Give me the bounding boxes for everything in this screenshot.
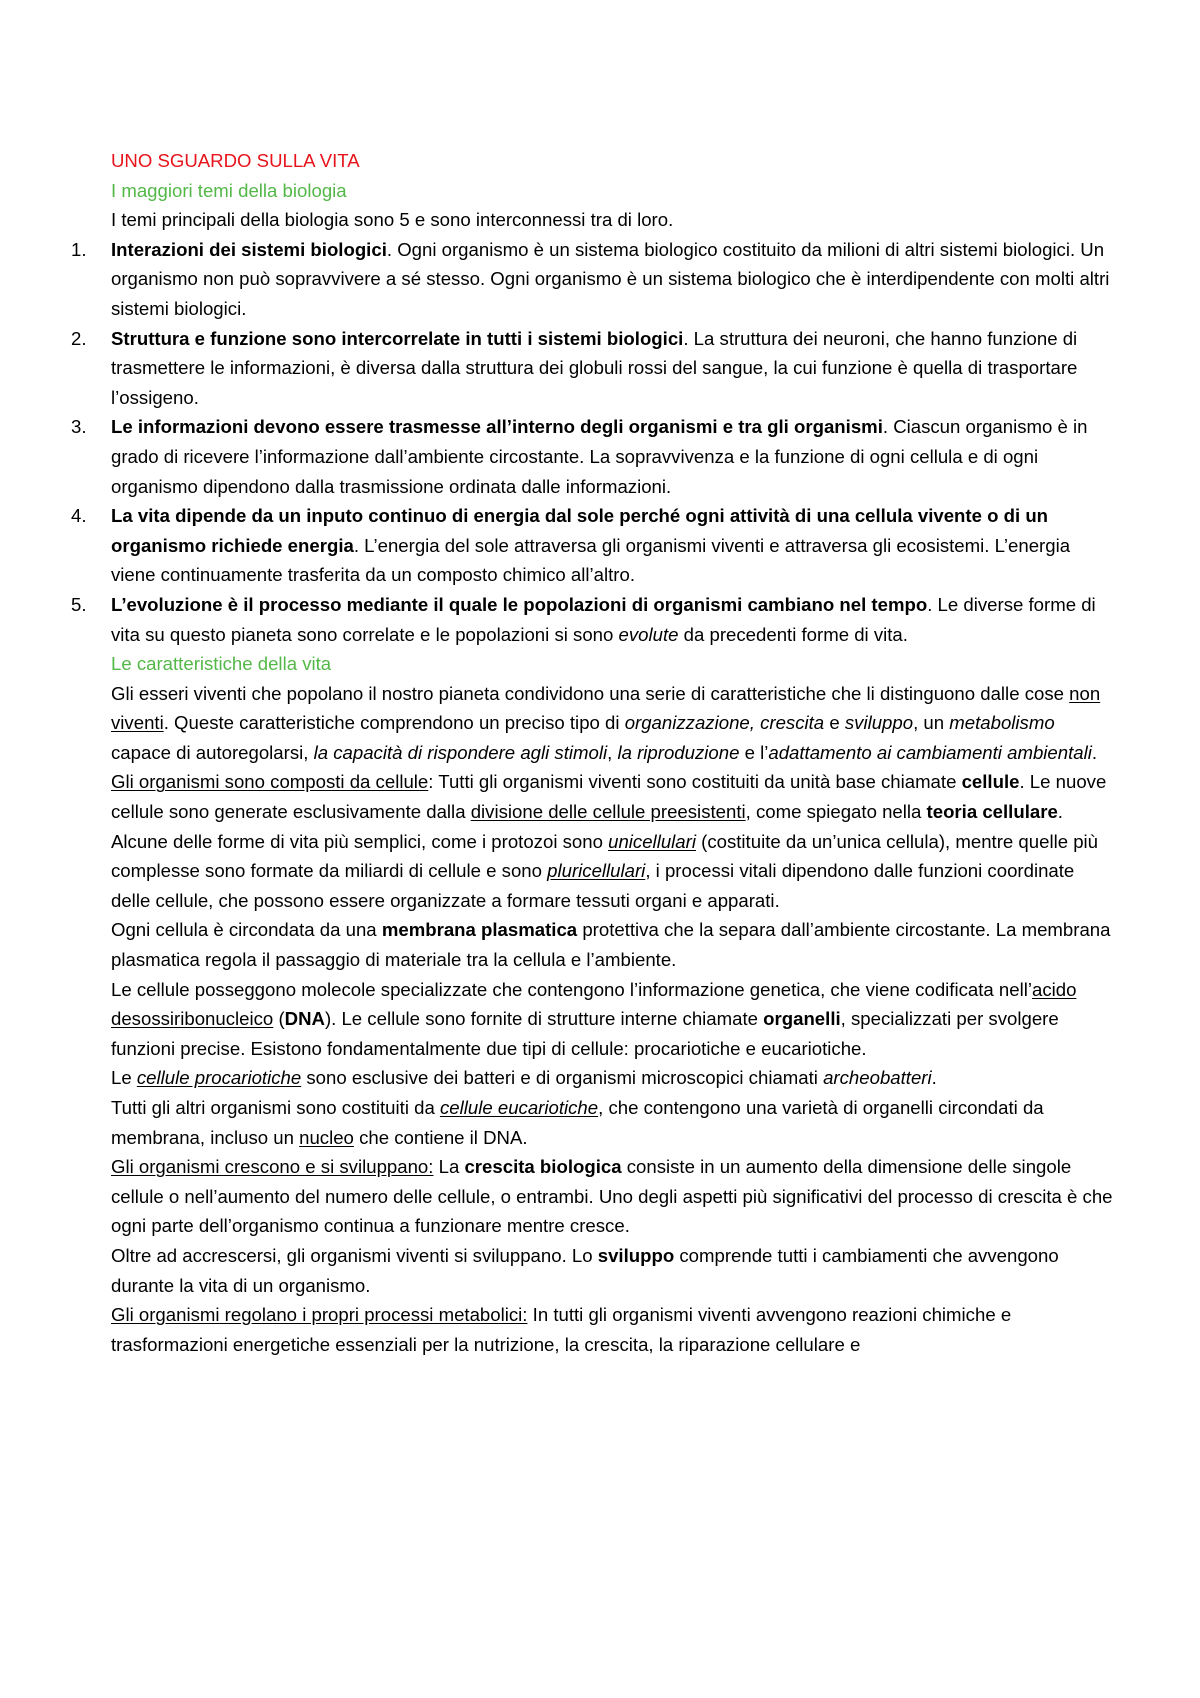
text-run: . xyxy=(1091,741,1098,763)
list-number: 4. xyxy=(71,505,87,527)
italic-term: metabolismo xyxy=(949,712,1055,734)
text-run: , che contengono una varietà di organelli circondati da membrana, incluso un xyxy=(111,1097,1044,1148)
italic-term: la capacità di rispondere agli stimoli xyxy=(313,741,608,763)
paragraph-dna xyxy=(111,975,1116,1064)
section-heading-themes: I maggiori temi della biologia xyxy=(111,179,347,201)
italic-term: organizzazione, crescita xyxy=(624,712,825,734)
theme-item xyxy=(71,235,1116,324)
underlined-italic-term: cellule eucariotiche xyxy=(439,1097,599,1118)
theme-item xyxy=(71,590,1116,649)
text-run: Le xyxy=(111,1067,137,1089)
paragraph-membrane xyxy=(111,915,1116,974)
theme-title: La vita dipende da un inputo continuo di energia dal sole perché ogni attività di una cellula vivente o di un organismo richiede energia xyxy=(111,505,1049,556)
themes-list xyxy=(71,235,1116,649)
italic-term: sviluppo xyxy=(844,712,914,734)
theme-text: . L’energia del sole attraversa gli organismi viventi e attraversa gli ecosistemi. L’energia viene continuamente trasferita da un composto chimico all’altro. xyxy=(111,534,1071,586)
bold-term: membrana plasmatica xyxy=(381,919,578,941)
text-run: . xyxy=(931,1067,937,1089)
paragraph-unicellular xyxy=(111,827,1116,916)
text-run: sono esclusive dei batteri e di organismi microscopici chiamati xyxy=(301,1067,824,1089)
theme-text: . Ciascun organismo è in grado di ricevere l’informazione dall’ambiente circostante. La sopravvivenza e la funzione di ogni cellula e di ogni organismo dipendono dalla trasmissione ordinata dalle informazioni. xyxy=(111,416,1088,497)
underlined-term: Gli organismi sono composti da cellule xyxy=(111,771,429,793)
text-run: Le cellule posseggono molecole specializzate che contengono l’informazione genetica, che viene codificata nell’ xyxy=(111,978,1032,1000)
theme-item xyxy=(71,501,1116,590)
theme-text: . Ogni organismo è un sistema biologico costituito da milioni di altri sistemi biologici. Un organismo non può sopravvivere a sé stesso. Ogni organismo è un sistema biologico che è interdipendente con molti altri sistemi biologici. xyxy=(111,238,1110,319)
text-run: Alcune delle forme di vita più semplici, come i protozoi sono xyxy=(111,830,609,852)
text-run: protettiva che la separa dall’ambiente circostante. La membrana plasmatica regola il passaggio di materiale tra la cellula e l’ambiente. xyxy=(111,919,1111,971)
underlined-term: non viventi xyxy=(111,682,1101,734)
text-run: consiste in un aumento della dimensione delle singole cellule o nell’aumento del numero delle cellule, o entrambi. Uno degli aspetti più significativi del processo di crescita è che ogni parte dell’organismo continua a funzionare mentre cresce. xyxy=(111,1156,1113,1237)
theme-item xyxy=(71,324,1116,413)
text-run: , i processi vitali dipendono dalle funzioni coordinate delle cellule, che possono essere organizzate a formare tessuti organi e apparati. xyxy=(111,860,1075,911)
bold-term: organelli xyxy=(763,1008,841,1030)
section-heading-characteristics: Le caratteristiche della vita xyxy=(111,653,332,675)
underlined-term: acido desossiribonucleico xyxy=(111,978,1077,1030)
italic-term: archeobatteri xyxy=(823,1067,932,1089)
italic-term: la riproduzione xyxy=(617,741,740,763)
text-run: ). Le cellule sono fornite di strutture interne chiamate xyxy=(324,1008,764,1030)
text-run: Oltre ad accrescersi, gli organismi viventi si sviluppano. Lo xyxy=(111,1244,598,1266)
text-run: La xyxy=(433,1156,465,1178)
text-run: . xyxy=(1057,801,1063,823)
paragraph-eukaryotic xyxy=(111,1093,1116,1152)
underlined-term: divisione delle cellule preesistenti xyxy=(470,801,746,823)
paragraph-prokaryotic xyxy=(111,1063,1116,1093)
text-run: , specializzati per svolgere funzioni precise. Esistono fondamentalmente due tipi di cellule: procariotiche e eucariotiche. xyxy=(111,1008,1059,1059)
text-run: Tutti gli altri organismi sono costituiti da xyxy=(111,1097,440,1118)
text-run: , un xyxy=(913,712,950,734)
underlined-italic-term: pluricellulari xyxy=(547,860,646,882)
paragraph-development xyxy=(111,1241,1116,1300)
paragraph-characteristics xyxy=(111,679,1116,768)
text-run: che contiene il DNA. xyxy=(353,1126,528,1148)
bold-term: crescita biologica xyxy=(464,1156,622,1178)
bold-term: teoria cellulare xyxy=(926,801,1058,823)
list-number: 3. xyxy=(71,416,87,438)
underlined-term: Gli organismi crescono e si sviluppano: xyxy=(111,1156,434,1178)
list-number: 2. xyxy=(71,327,87,349)
text-run: e xyxy=(824,712,845,734)
theme-item xyxy=(71,412,1116,501)
underlined-term: Gli organismi regolano i propri processi metabolici: xyxy=(111,1304,528,1326)
bold-term: sviluppo xyxy=(597,1244,675,1266)
themes-intro: I temi principali della biologia sono 5 e sono interconnessi tra di loro. xyxy=(111,209,674,231)
theme-title: Struttura e funzione sono intercorrelate in tutti i sistemi biologici xyxy=(111,327,684,349)
theme-text-emphasis: evolute xyxy=(618,623,679,645)
text-run: . Queste caratteristiche comprendono un preciso tipo di xyxy=(163,712,625,734)
text-run: Ogni cellula è circondata da una xyxy=(111,919,382,941)
text-run: ( xyxy=(273,1008,285,1030)
bold-term: DNA xyxy=(284,1008,325,1030)
text-run: , xyxy=(607,741,618,763)
italic-term: adattamento ai cambiamenti ambientali xyxy=(768,741,1092,763)
text-run: comprende tutti i cambiamenti che avvengono durante la vita di un organismo. xyxy=(111,1244,1059,1296)
text-run: In tutti gli organismi viventi avvengono reazioni chimiche e trasformazioni energetiche essenziali per la nutrizione, la crescita, la riparazione cellulare e xyxy=(111,1304,1012,1355)
text-run: capace di autoregolarsi, xyxy=(111,741,314,763)
underlined-term: nucleo xyxy=(299,1126,354,1148)
list-number: 5. xyxy=(71,593,87,615)
text-run: (costituite da un’unica cellula), mentre quelle più complesse sono formate da miliardi di cellule e sono xyxy=(111,830,1099,882)
theme-title: Interazioni dei sistemi biologici xyxy=(111,238,387,260)
text-run: Gli esseri viventi che popolano il nostro pianeta condividono una serie di caratteristiche che li distinguono dalle cose xyxy=(111,682,1070,704)
underlined-italic-term: unicellulari xyxy=(608,830,696,852)
theme-text: . Le diverse forme di vita su questo pianeta sono correlate e le popolazioni si sono xyxy=(111,593,1096,645)
theme-text: da precedenti forme di vita. xyxy=(678,623,908,645)
text-run: : Tutti gli organismi viventi sono costituiti da unità base chiamate xyxy=(428,771,962,793)
text-run: . Le nuove cellule sono generate esclusivamente dalla xyxy=(111,771,1107,823)
list-number: 1. xyxy=(71,238,87,260)
paragraph-growth xyxy=(111,1152,1116,1241)
paragraph-cells xyxy=(111,767,1116,826)
text-run: , come spiegato nella xyxy=(745,801,927,823)
text-run: e l’ xyxy=(739,741,769,763)
paragraph-metabolism xyxy=(111,1300,1116,1359)
theme-text: . La struttura dei neuroni, che hanno funzione di trasmettere le informazioni, è diversa dalla struttura dei globuli rossi del sangue, la cui funzione è quella di trasportare l’ossigeno. xyxy=(111,327,1078,408)
underlined-italic-term: cellule procariotiche xyxy=(136,1067,302,1089)
bold-term: cellule xyxy=(961,771,1020,793)
theme-title: Le informazioni devono essere trasmesse all’interno degli organismi e tra gli organismi xyxy=(111,416,883,438)
theme-title: L’evoluzione è il processo mediante il quale le popolazioni di organismi cambiano nel tempo xyxy=(111,593,928,615)
document-title: UNO SGUARDO SULLA VITA xyxy=(111,150,360,171)
